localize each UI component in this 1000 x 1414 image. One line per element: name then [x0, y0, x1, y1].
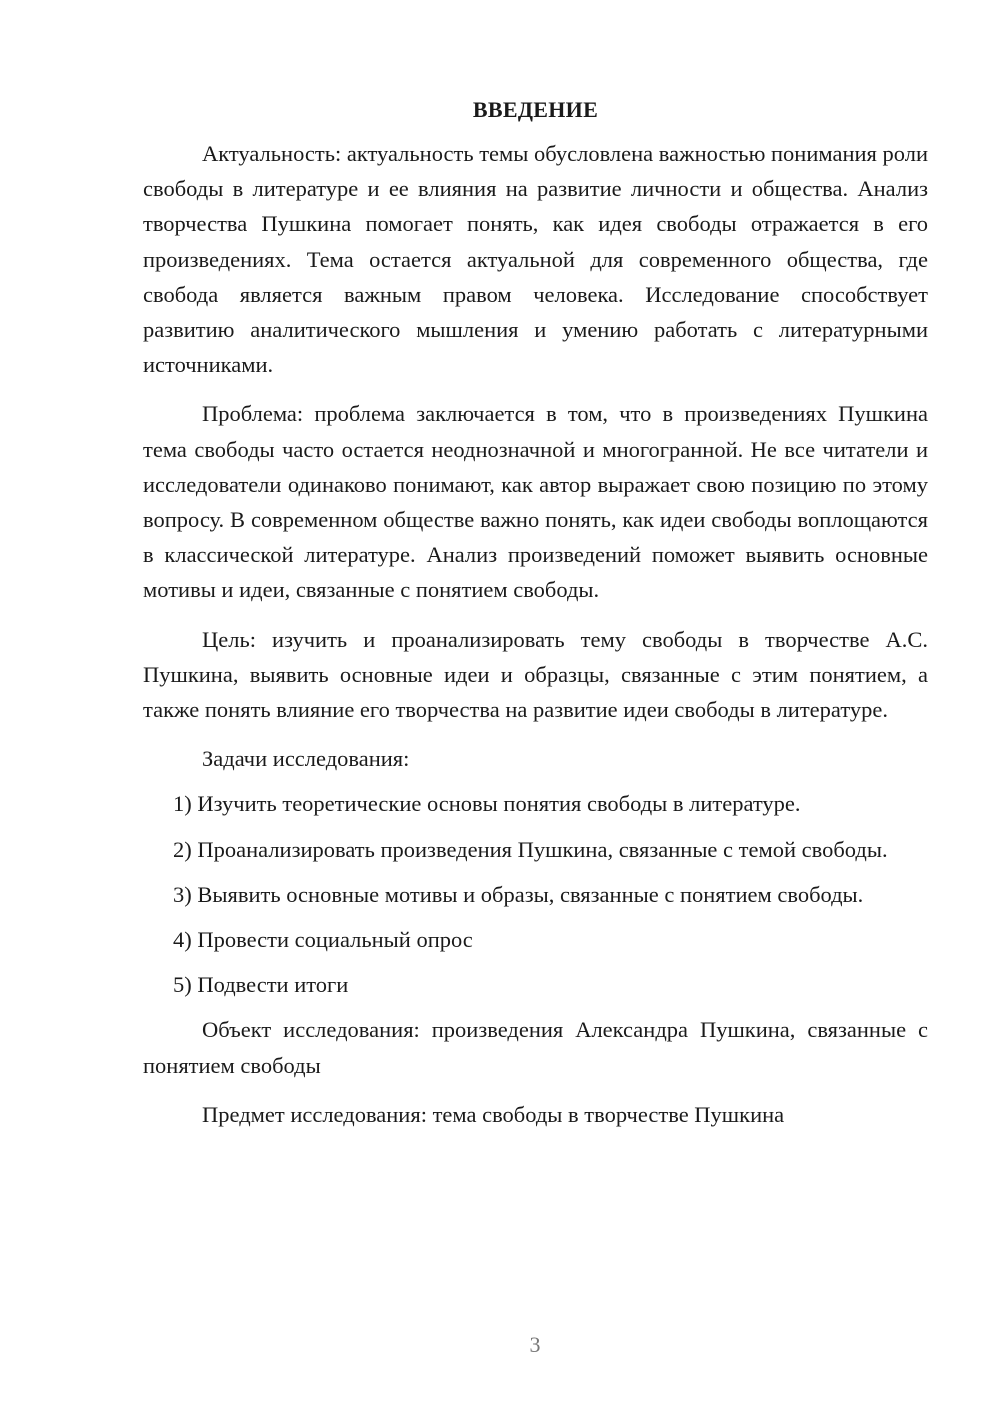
section-title: ВВЕДЕНИЕ — [472, 97, 599, 122]
relevance-paragraph: Актуальность: актуальность темы обусловлена важностью понимания роли свободы в литературе и ее влияния на развитие личности и общества. Анализ творчества Пушкина помогает понять, как идея свободы отражается в его произведениях. Тема остается актуальной для современного общества, где свобода является важным правом человека. Исследование способствует развитию аналитического мышления и умению работать с литературными источниками. — [143, 141, 928, 378]
document-page — [143, 90, 928, 1146]
list-item: 1) Изучить теоретические основы понятия свободы в литературе. — [173, 791, 801, 817]
tasks-list — [143, 786, 928, 1002]
page-number: 3 — [529, 1332, 541, 1357]
object-paragraph: Объект исследования: произведения Александра Пушкина, связанные с понятием свободы — [143, 1017, 928, 1078]
subject-paragraph: Предмет исследования: тема свободы в творчестве Пушкина — [202, 1101, 785, 1127]
list-item: 4) Провести социальный опрос — [173, 927, 473, 953]
list-item: 2) Проанализировать произведения Пушкина, связанные с темой свободы. — [173, 836, 888, 862]
goal-paragraph: Цель: изучить и проанализировать тему свободы в творчестве А.С. Пушкина, выявить основные идеи и образцы, связанные с этим понятием, а также понять влияние его творчества на развитие идеи свободы в литературе. — [143, 626, 928, 723]
list-item: 3) Выявить основные мотивы и образы, связанные с понятием свободы. — [173, 881, 864, 907]
list-item: 5) Подвести итоги — [173, 972, 349, 998]
tasks-heading: Задачи исследования: — [202, 746, 410, 772]
problem-paragraph: Проблема: проблема заключается в том, что в произведениях Пушкина тема свободы часто остается неоднозначной и многогранной. Не все читатели и исследователи одинаково понимают, как автор выражает свою позицию по этому вопросу. В современном обществе важно понять, как идеи свободы воплощаются в классической литературе. Анализ произведений поможет выявить основные мотивы и идеи, связанные с понятием свободы. — [143, 401, 928, 603]
